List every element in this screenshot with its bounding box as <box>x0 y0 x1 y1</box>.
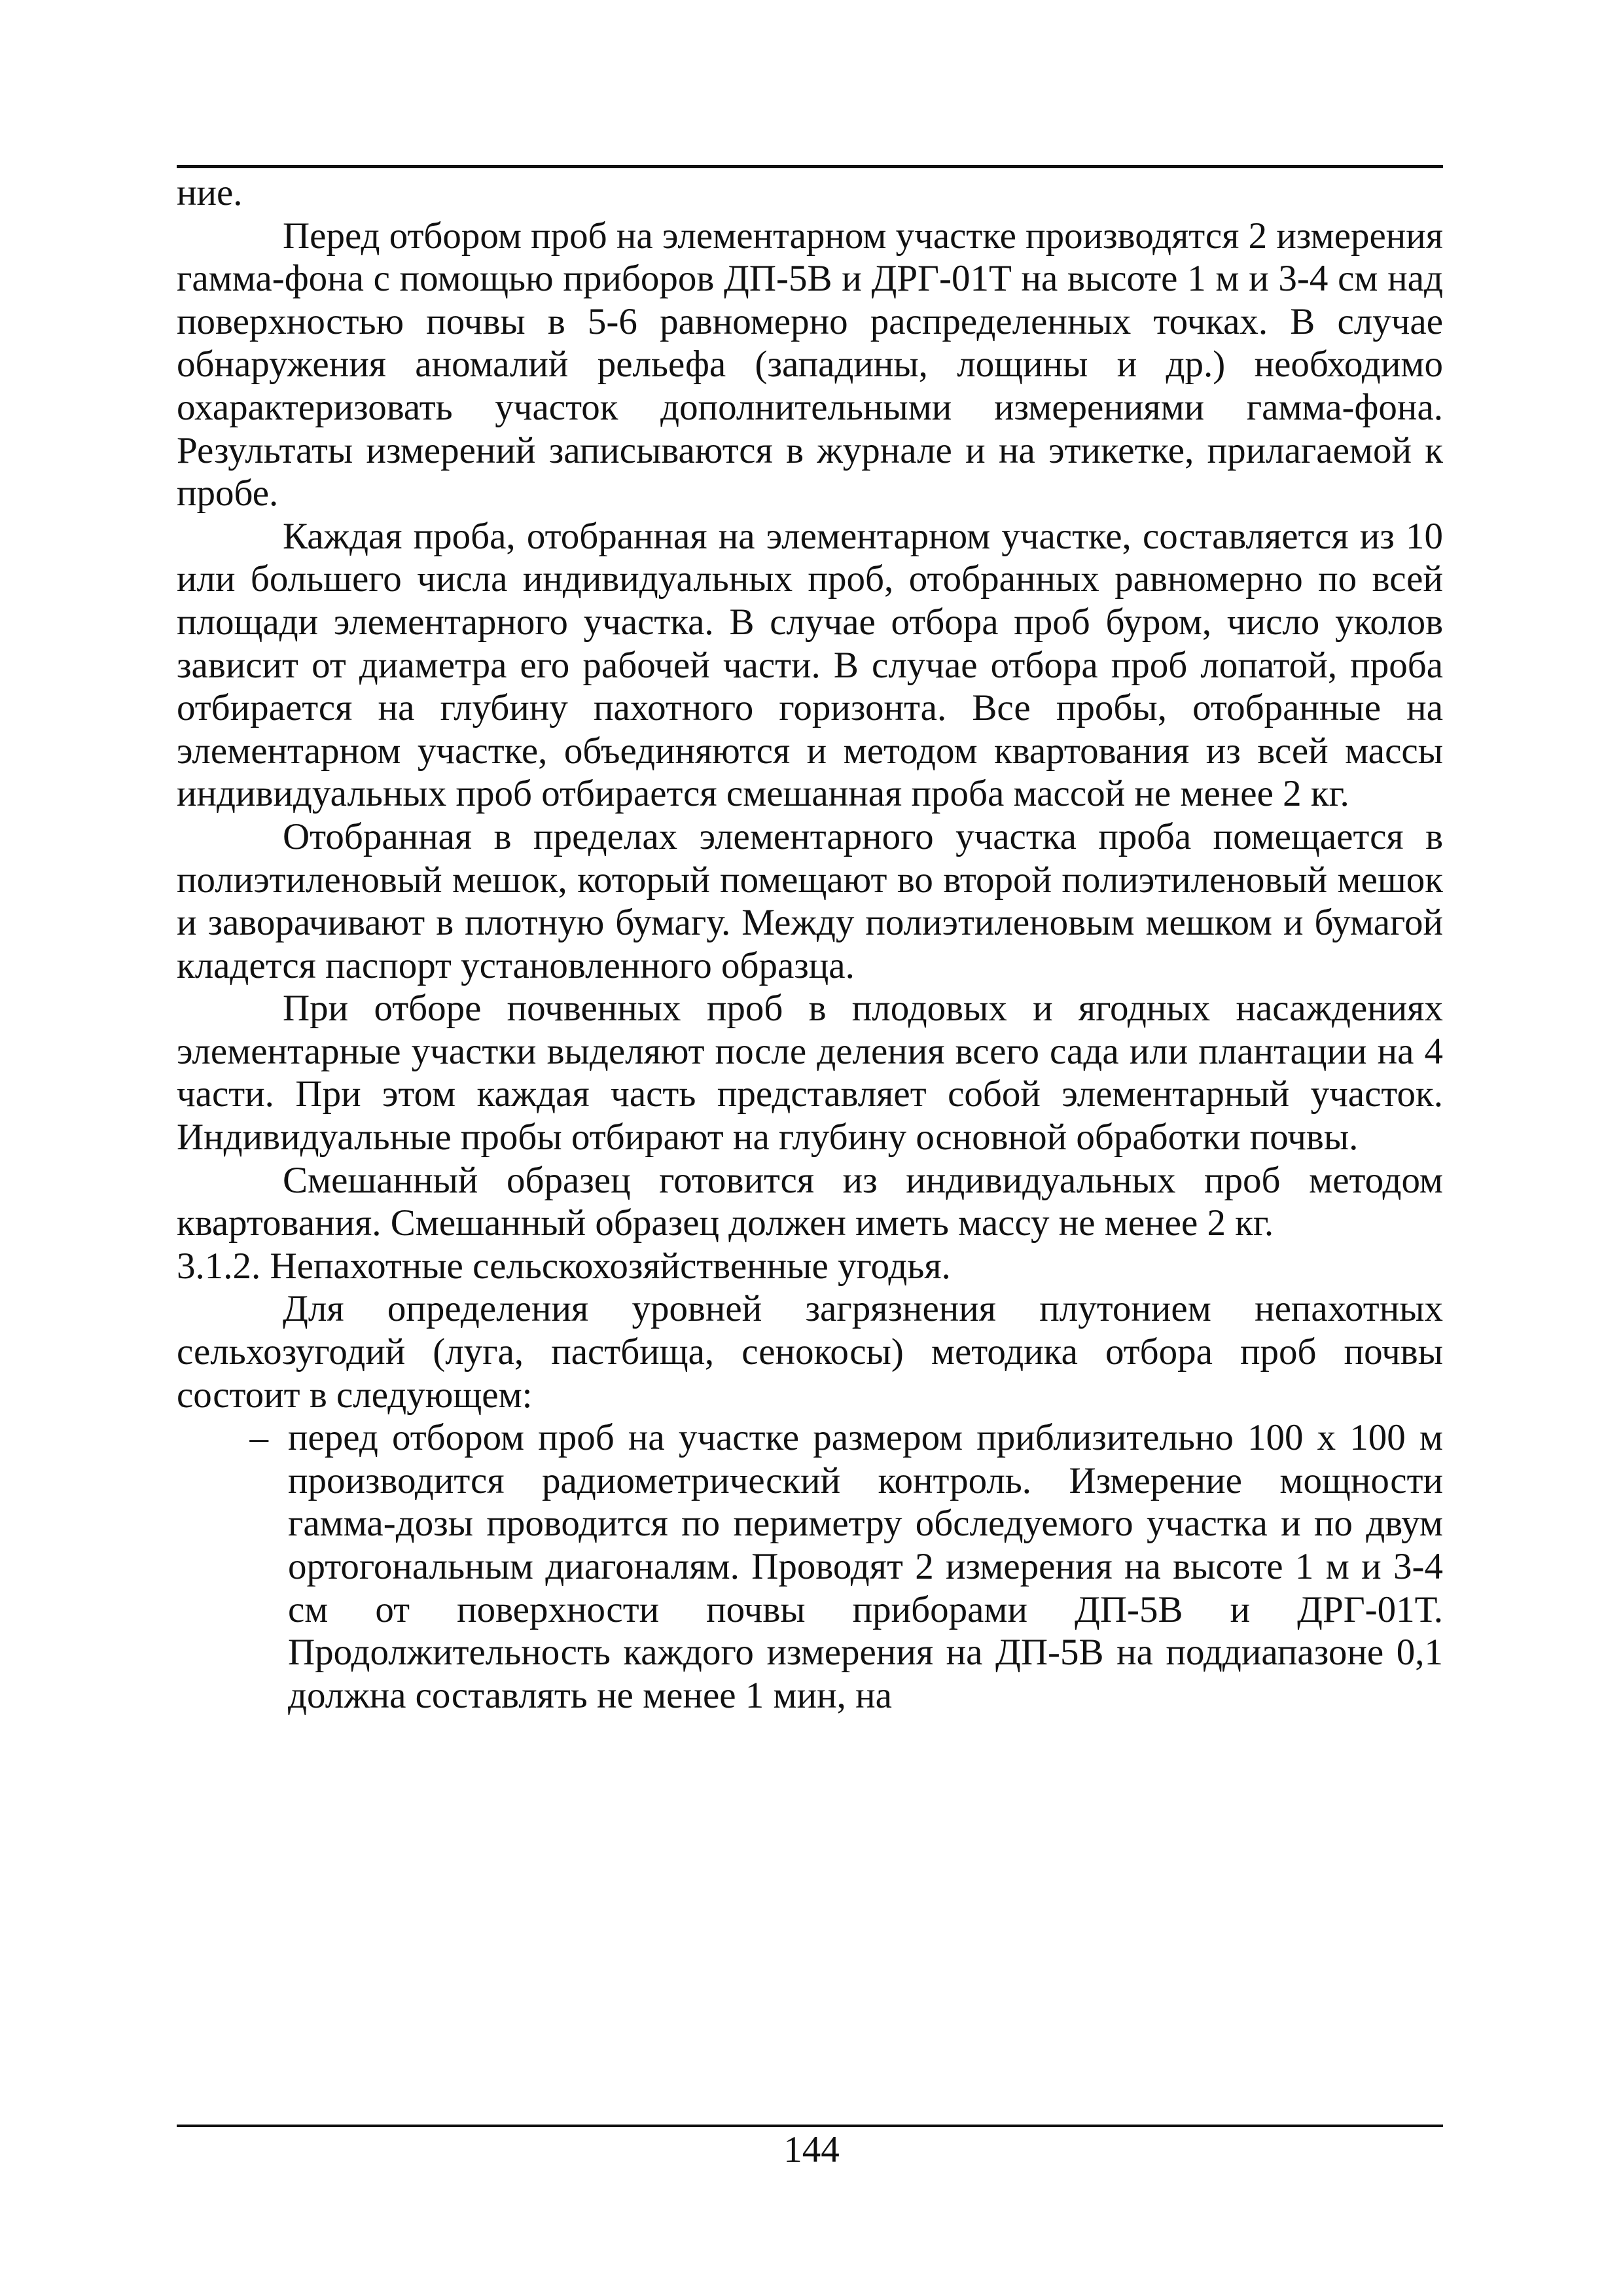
top-rule <box>177 165 1443 168</box>
paragraph-continuation: ние. <box>177 172 243 213</box>
paragraph: Для определения уровней загрязнения плутонием непахотных сельхозугодий (луга, пастбища, сенокосы) методика отбора проб почвы состоит в следующем: <box>177 1288 1443 1416</box>
paragraph: При отборе почвенных проб в плодовых и ягодных насаждениях элементарные участки выделяют после деления всего сада или плантации на 4 части. При этом каждая часть представляет собой элементарный участок. Индивидуальные пробы отбирают на глубину основной обработки почвы. <box>177 988 1443 1158</box>
body-text <box>177 171 1443 1717</box>
section-heading: 3.1.2. Непахотные сельскохозяйственные угодья. <box>177 1245 951 1287</box>
list-dash: – <box>249 1417 268 1459</box>
paragraph: Перед отбором проб на элементарном участке производятся 2 измерения гамма-фона с помощью приборов ДП-5В и ДРГ-01Т на высоте 1 м и 3-4 см над поверхностью почвы в 5-6 равномерно распределенных точках. В случае обнаружения аномалий рельефа (западины, лощины и др.) необходимо охарактеризовать участок дополнительными измерениями гамма-фона. Результаты измерений записываются в журнале и на этикетке, прилагаемой к пробе. <box>177 215 1444 514</box>
paragraph: Каждая проба, отобранная на элементарном участке, составляется из 10 или большего числа индивидуальных проб, отобранных равномерно по всей площади элементарного участка. В случае отбора проб буром, число уколов зависит от диаметра его рабочей части. В случае отбора проб лопатой, проба отбирается на глубину пахотного горизонта. Все пробы, отобранные на элементарном участке, объединяются и методом квартования из всей массы индивидуальных проб отбирается смешанная проба массой не менее 2 кг. <box>177 515 1443 815</box>
bottom-rule <box>177 2125 1443 2127</box>
paragraph: Смешанный образец готовится из индивидуальных проб методом квартования. Смешанный образец должен иметь массу не менее 2 кг. <box>177 1159 1443 1244</box>
page-number: 144 <box>783 2129 840 2170</box>
list-item-text: перед отбором проб на участке размером приблизительно 100 х 100 м производится радиометрический контроль. Измерение мощности гамма-дозы проводится по периметру обследуемого участка и по двум ортогональным диагоналям. Проводят 2 измерения на высоте 1 м и 3-4 см от поверхности почвы приборами ДП-5В и ДРГ-01Т. Продолжительность каждого измерения на ДП-5В на поддиапазоне 0,1 должна составлять не менее 1 мин, на <box>288 1417 1443 1716</box>
paragraph: Отобранная в пределах элементарного участка проба помещается в полиэтиленовый мешок, который помещают во второй полиэтиленовый мешок и заворачивают в плотную бумагу. Между полиэтиленовым мешком и бумагой кладется паспорт установленного образца. <box>177 816 1443 986</box>
list-item <box>177 1416 1443 1717</box>
